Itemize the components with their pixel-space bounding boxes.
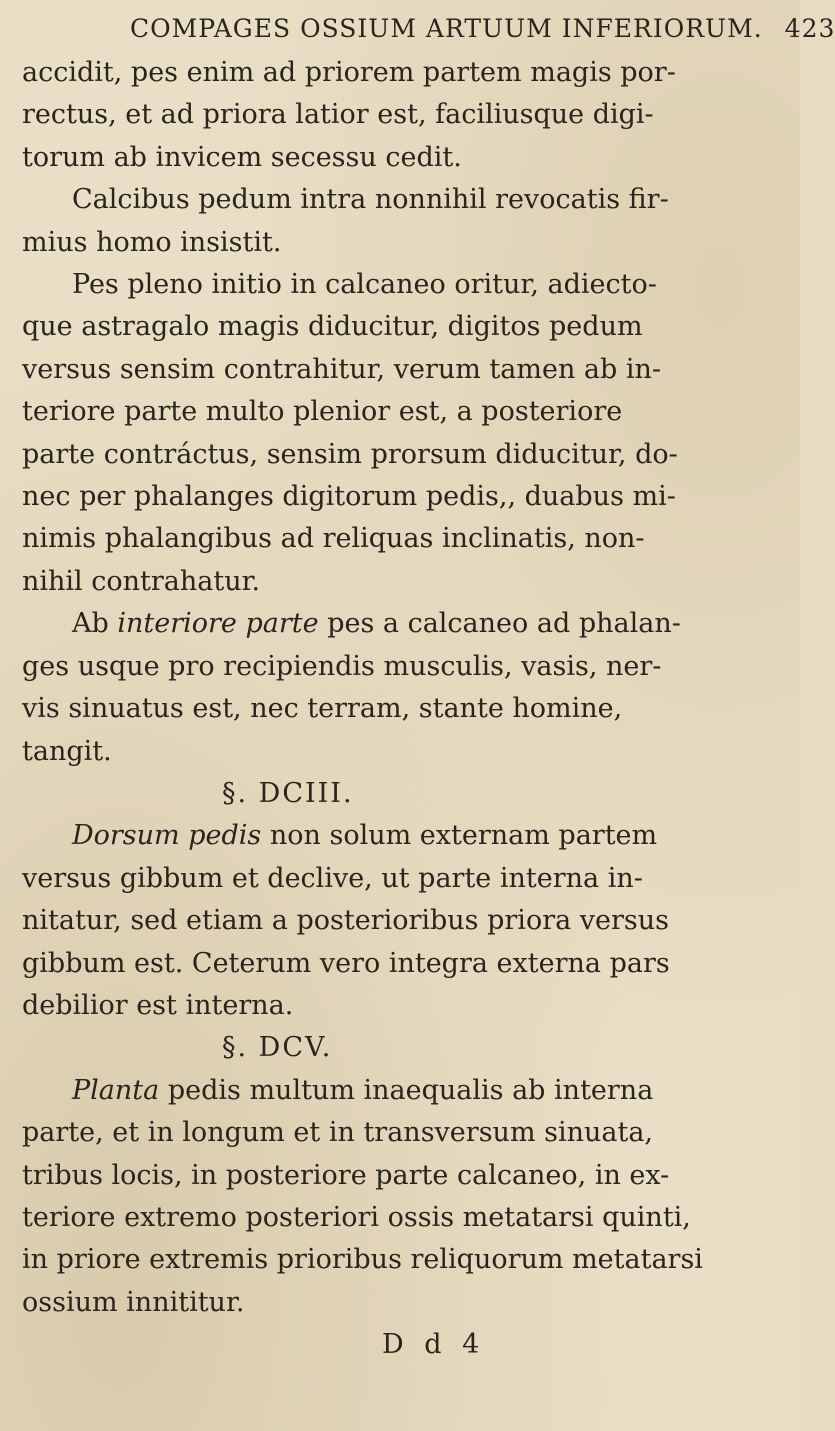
text-line: nimis phalangibus ad reliquas inclinatis, non-	[22, 523, 645, 555]
text-line: Pes pleno initio in calcaneo oritur, adiecto-	[72, 269, 657, 301]
text-line: accidit, pes enim ad priorem partem magis por-	[22, 57, 676, 88]
page-number: 423	[784, 14, 835, 43]
text-line: Dorsum pedis non solum externam partem	[72, 820, 658, 852]
text-line: nihil contrahatur.	[22, 565, 261, 597]
signature-mark: D d 4	[382, 1329, 486, 1361]
section-heading: §. DCV.	[222, 1032, 333, 1064]
section-heading: §. DCIII.	[222, 777, 354, 809]
text-line: in priore extremis prioribus reliquorum metatarsi	[22, 1244, 703, 1276]
text-line: nitatur, sed etiam a posterioribus priora versus	[22, 905, 670, 937]
text-line: Calcibus pedum intra nonnihil revocatis fir-	[72, 184, 669, 216]
text-line: rectus, et ad priora latior est, faciliusque digi-	[22, 99, 654, 131]
text-line: Planta pedis multum inaequalis ab interna	[72, 1074, 654, 1106]
text-line: debilior est interna.	[22, 989, 294, 1021]
text-line: ges usque pro recipiendis musculis, vasis, ner-	[22, 650, 662, 682]
text-line: vis sinuatus est, nec terram, stante homine,	[22, 693, 623, 725]
text-line: versus sensim contrahitur, verum tamen ab in-	[22, 353, 662, 385]
text-line: tangit.	[22, 735, 112, 767]
text-line: tribus locis, in posteriore parte calcaneo, in ex-	[22, 1159, 670, 1191]
text-line: ossium innititur.	[22, 1286, 245, 1318]
text-line: que astragalo magis diducitur, digitos pedum	[22, 311, 643, 343]
text-line: Ab interiore parte pes a calcaneo ad phalan-	[72, 608, 681, 640]
text-line: teriore parte multo plenior est, a posteriore	[22, 396, 623, 428]
text-line: mius homo insistit.	[22, 226, 282, 258]
text-line: parte contráctus, sensim prorsum diducitur, do-	[22, 438, 678, 470]
text-line: versus gibbum et declive, ut parte interna in-	[22, 862, 643, 894]
text-line: gibbum est. Ceterum vero integra externa pars	[22, 947, 670, 979]
running-header	[130, 14, 835, 43]
text-body	[22, 52, 722, 1367]
text-line: teriore extremo posteriori ossis metatarsi quinti,	[22, 1201, 691, 1233]
text-line: parte, et in longum et in transversum sinuata,	[22, 1117, 654, 1149]
text-line: torum ab invicem secessu cedit.	[22, 141, 462, 173]
header-title: COMPAGES OSSIUM ARTUUM INFERIORUM.	[130, 14, 763, 43]
text-line: nec per phalanges digitorum pedis,, duabus mi-	[22, 481, 676, 513]
